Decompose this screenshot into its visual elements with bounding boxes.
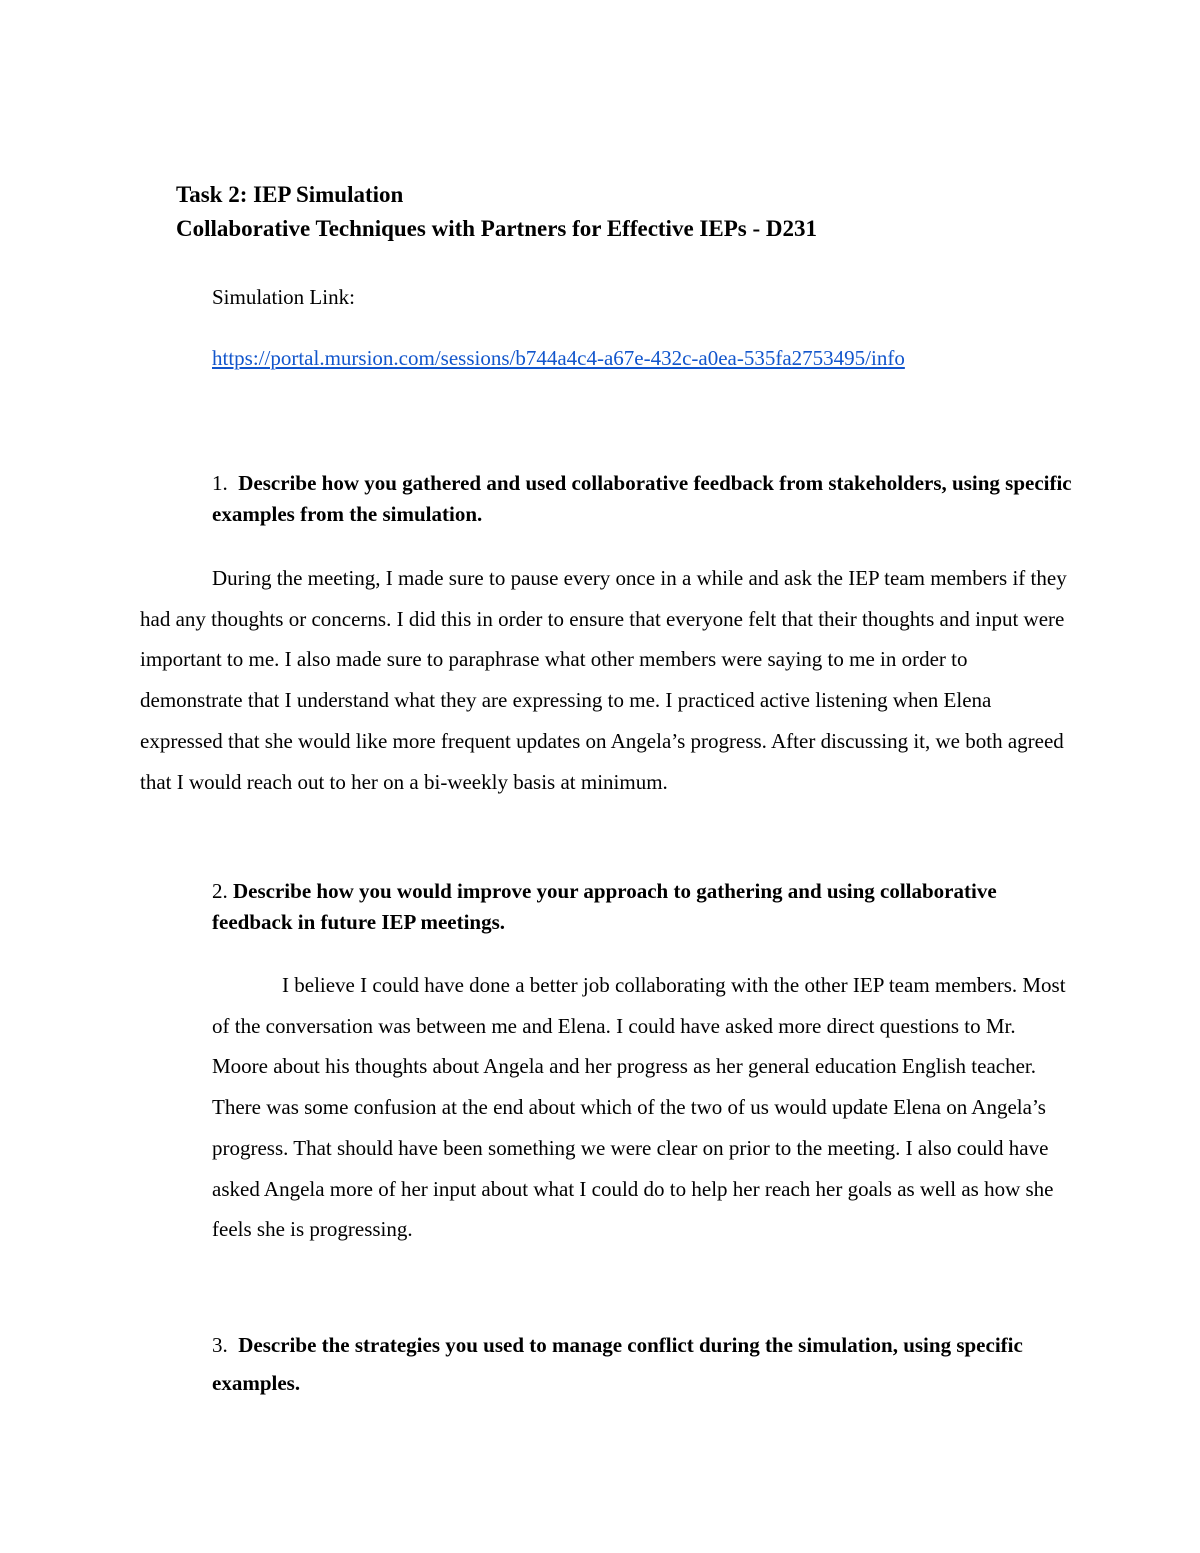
question-3 bbox=[212, 1326, 1072, 1402]
simulation-link-label: Simulation Link: bbox=[212, 285, 355, 309]
simulation-link[interactable]: https://portal.mursion.com/sessions/b744a4c4-a67e-432c-a0ea-535fa2753495/info bbox=[212, 346, 905, 370]
question-2-number: 2. bbox=[212, 879, 228, 903]
question-3-text: Describe the strategies you used to manage conflict during the simulation, using specific examples. bbox=[212, 1333, 1023, 1395]
question-3-number: 3. bbox=[212, 1333, 228, 1357]
answer-1: During the meeting, I made sure to pause every once in a while and ask the IEP team members if they had any thoughts or concerns. I did this in order to ensure that everyone felt that their thoughts and input were important to me. I also made sure to paraphrase what other members were saying to me in order to demonstrate that I understand what they are expressing to me. I practiced active listening when Elena expressed that she would like more frequent updates on Angela’s progress. After discussing it, we both agreed that I would reach out to her on a bi-weekly basis at minimum. bbox=[140, 566, 1067, 794]
question-1 bbox=[212, 468, 1072, 530]
question-1-text: Describe how you gathered and used collaborative feedback from stakeholders, using specific examples from the simulation. bbox=[212, 471, 1072, 526]
answer-2: I believe I could have done a better job collaborating with the other IEP team members. Most of the conversation was between me and Elena. I could have asked more direct questions to Mr. Moore about his thoughts about Angela and her progress as her general education English teacher. There was some confusion at the end about which of the two of us would update Elena on Angela’s progress. That should have been something we were clear on prior to the meeting. I also could have asked Angela more of her input about what I could do to help her reach her goals as well as how she feels she is progressing. bbox=[212, 973, 1066, 1242]
question-1-number: 1. bbox=[212, 471, 228, 495]
question-2-text: Describe how you would improve your approach to gathering and using collaborative feedback in future IEP meetings. bbox=[212, 879, 997, 934]
title-line-course: Collaborative Techniques with Partners for Effective IEPs - D231 bbox=[176, 216, 817, 241]
document-title bbox=[176, 178, 817, 246]
question-2 bbox=[212, 876, 1072, 938]
title-line-task: Task 2: IEP Simulation bbox=[176, 182, 404, 207]
